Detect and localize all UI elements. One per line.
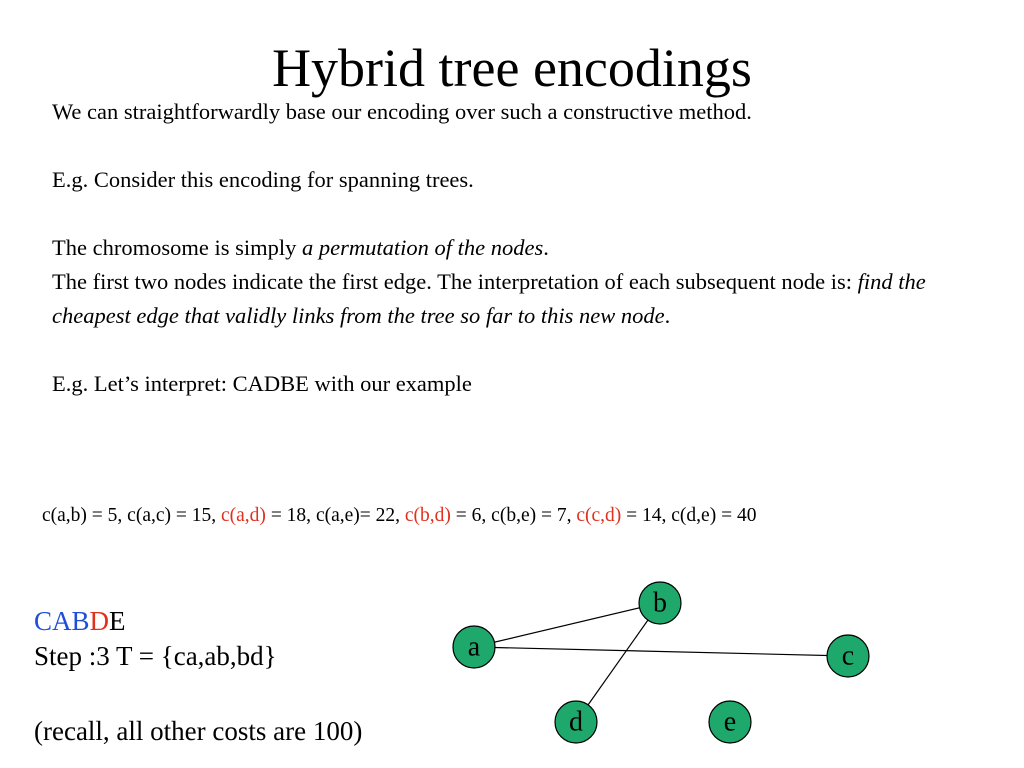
- cost-ad-label: c(a,d): [221, 505, 266, 526]
- paragraph-interpret: E.g. Let’s interpret: CADBE with our example: [52, 371, 472, 396]
- cost-bd-label: c(b,d): [404, 505, 451, 526]
- slide-title: Hybrid tree encodings: [272, 38, 752, 98]
- cost-cd-label: c(c,d): [576, 505, 622, 526]
- node-label-c: c: [841, 640, 855, 672]
- recall-note: (recall, all other costs are 100): [34, 716, 363, 746]
- chromosome-string: CABDE: [34, 606, 126, 636]
- node-label-a: a: [467, 631, 481, 663]
- edge-bd: [576, 603, 660, 722]
- node-label-e: e: [723, 706, 737, 738]
- paragraph-example: E.g. Consider this encoding for spanning trees.: [52, 167, 474, 192]
- chromosome-italic: a permutation of the nodes: [301, 235, 544, 260]
- paragraph-chromosome: The chromosome is simply a permutation of the nodes.: [52, 235, 549, 260]
- edge-ab: [474, 603, 660, 647]
- paragraph-intro: We can straightforwardly base our encoding over such a constructive method.: [52, 99, 752, 124]
- step-label: Step :3 T = {ca,ab,bd}: [34, 641, 277, 671]
- node-label-b: b: [653, 587, 667, 619]
- paragraph-interpretation: The first two nodes indicate the first edge. The interpretation of each subsequent node is: find the cheapest edge that validly links from the tree so far to this new node.: [52, 269, 926, 328]
- node-label-d: d: [569, 706, 583, 738]
- cost-list: c(a,b) = 5, c(a,c) = 15, c(a,d) = 18, c(a,e)= 22, c(b,d) = 6, c(b,e) = 7, c(c,d) = 14, c(d,e) = 40: [42, 505, 757, 526]
- graph-nodes: [453, 582, 869, 743]
- interpretation-italic: find the cheapest edge that validly links from the tree so far to this new node: [52, 269, 926, 328]
- edge-ac: [474, 647, 848, 656]
